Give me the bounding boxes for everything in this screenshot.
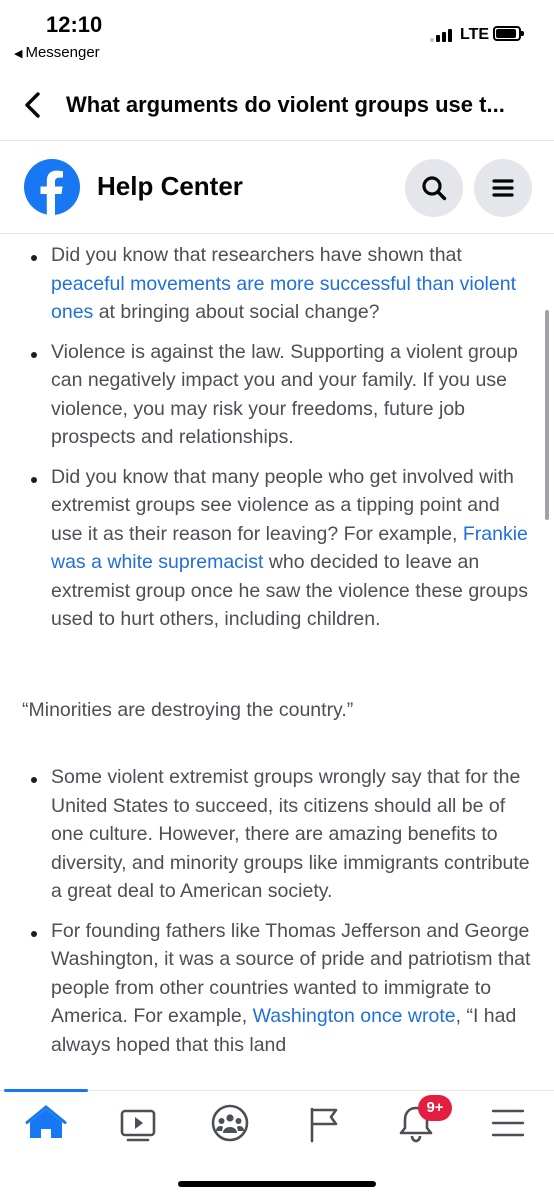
- watch-icon[interactable]: [114, 1103, 162, 1143]
- facebook-logo-icon[interactable]: [24, 159, 80, 215]
- help-center-header: [0, 141, 554, 234]
- list-item-text: who decided to leave an extremist group once he saw the violence these groups used to hurt others, including children.: [51, 551, 528, 630]
- peaceful-movements-link[interactable]: peaceful movements are more successful than violent ones: [51, 272, 516, 323]
- nav-bar: [0, 72, 554, 141]
- list-item-text: at bringing about social change?: [93, 301, 380, 323]
- list-item-text: For founding fathers like Thomas Jefferson and George Washington, it was a source of pride and patriotism that people from other countries wanted to immigrate to America. For example,: [51, 919, 531, 1027]
- signal-icon: [430, 28, 456, 42]
- search-button[interactable]: [405, 159, 463, 217]
- back-arrow-icon[interactable]: [20, 90, 48, 120]
- bullet-list-violence: [0, 241, 554, 634]
- frankie-story-link[interactable]: Frankie was a white supremacist: [51, 522, 528, 573]
- back-triangle-icon: ◀: [14, 48, 23, 60]
- bullet-list-minorities: [0, 763, 554, 1059]
- pages-flag-icon[interactable]: [300, 1103, 348, 1143]
- search-icon: [420, 174, 448, 202]
- page-title: What arguments do violent groups use t...: [66, 92, 505, 117]
- help-center-title: Help Center: [97, 171, 243, 201]
- list-item: [0, 463, 554, 634]
- groups-icon[interactable]: [206, 1103, 254, 1143]
- menu-tab-icon[interactable]: [484, 1103, 532, 1143]
- list-item-text: Some violent extremist groups wrongly say that for the United States to succeed, its citizens should all be of one culture. However, there are amazing benefits to diversity, and minority groups like immigrants contribute a great deal to American society.: [51, 766, 530, 902]
- status-time: 12:10: [46, 12, 103, 37]
- list-item-text: Did you know that many people who get involved with extremist groups see violence as a tipping point and use it as their reason for leaving? For example,: [51, 465, 514, 545]
- scrollbar[interactable]: [545, 310, 549, 520]
- notifications-badge: 9+: [418, 1095, 452, 1121]
- battery-icon: [493, 26, 521, 41]
- menu-icon: [489, 174, 517, 202]
- list-item-text: Did you know that researchers have shown that: [51, 244, 462, 266]
- list-item-text: Violence is against the law. Supporting a violent group can negatively impact you and your family. If you use violence, you may risk your freedoms, future job prospects and relationships.: [51, 340, 518, 448]
- status-bar: [0, 0, 554, 72]
- home-icon[interactable]: [22, 1103, 70, 1143]
- washington-quote-link[interactable]: Washington once wrote: [252, 1005, 456, 1027]
- list-item: [0, 763, 554, 906]
- list-item: [0, 338, 554, 452]
- article-content: [0, 234, 554, 1090]
- list-item-text: , “I had always hoped that this land: [51, 1005, 517, 1056]
- list-item: [0, 241, 554, 327]
- back-app-label: Messenger: [25, 44, 100, 61]
- menu-button[interactable]: [474, 159, 532, 217]
- network-label: LTE: [460, 26, 490, 43]
- back-to-messenger[interactable]: [14, 44, 100, 61]
- home-indicator[interactable]: [178, 1181, 376, 1187]
- active-tab-indicator: [4, 1089, 88, 1092]
- section-quote: “Minorities are destroying the country.”: [22, 699, 354, 721]
- list-item: [0, 917, 554, 1060]
